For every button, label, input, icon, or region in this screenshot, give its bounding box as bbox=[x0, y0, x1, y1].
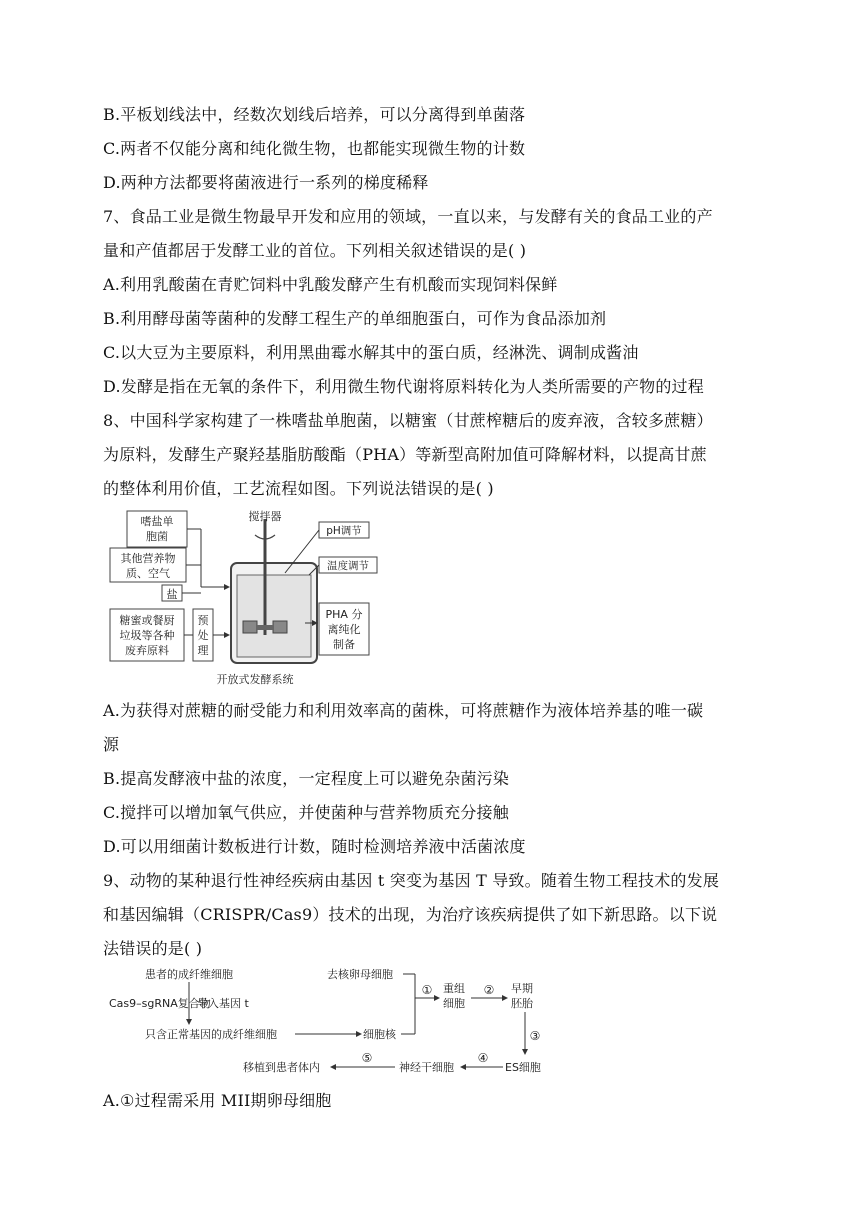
q8-stem-line-3: 的整体利用价值，工艺流程如图。下列说法错误的是( ) bbox=[103, 479, 494, 498]
q7-option-a: A.利用乳酸菌在青贮饲料中乳酸发酵产生有机酸而实现饲料保鲜 bbox=[103, 275, 558, 294]
salt-box-text: 盐 bbox=[166, 588, 178, 601]
strain-box-text-1: 嗜盐单 bbox=[140, 515, 174, 528]
q6-option-d: D.两种方法都要将菌液进行一系列的梯度稀释 bbox=[103, 173, 429, 192]
import-gene-label: 导入基因 t bbox=[197, 997, 249, 1010]
pha-text-1: PHA 分 bbox=[325, 608, 363, 621]
step-5-marker: ⑤ bbox=[361, 1051, 373, 1065]
q9-stem-line-3: 法错误的是( ) bbox=[103, 939, 203, 958]
fermentation-process-diagram bbox=[105, 505, 390, 690]
q9-stem-line-2: 和基因编辑（CRISPR/Cas9）技术的出现，为治疗该疾病提供了如下新思路。以下说 bbox=[103, 905, 718, 924]
q6-option-b: B.平板划线法中，经数次划线后培养，可以分离得到单菌落 bbox=[103, 105, 526, 124]
diagram-caption: 开放式发酵系统 bbox=[216, 673, 294, 686]
pha-text-2: 离纯化 bbox=[327, 623, 361, 636]
raw-box-text-2: 垃圾等各种 bbox=[119, 629, 175, 642]
raw-box-text-1: 糖蜜或餐厨 bbox=[119, 614, 175, 627]
recombinant-cell-label-1: 重组 bbox=[443, 982, 465, 995]
cas9-label: Cas9–sgRNA复合物 bbox=[109, 997, 211, 1010]
q9-stem-line-1: 9、动物的某种退行性神经疾病由基因 t 突变为基因 T 导致。随着生物工程技术的发展 bbox=[103, 871, 720, 890]
neural-stem-cell-label: 神经干细胞 bbox=[399, 1061, 454, 1074]
pretreat-text-1: 预 bbox=[197, 614, 209, 627]
q8-option-a-line-1: A.为获得对蔗糖的耐受能力和利用效率高的菌株，可将蔗糖作为液体培养基的唯一碳 bbox=[103, 701, 704, 720]
es-cell-label: ES细胞 bbox=[505, 1061, 541, 1074]
pha-text-3: 制备 bbox=[333, 638, 355, 651]
transplant-label: 移植到患者体内 bbox=[243, 1061, 320, 1074]
step-1-marker: ① bbox=[421, 983, 433, 997]
q9-option-a: A.①过程需采用 MII期卵母细胞 bbox=[103, 1091, 332, 1110]
stirrer-label: 搅拌器 bbox=[248, 510, 282, 523]
step-3-marker: ③ bbox=[529, 1029, 541, 1043]
temperature-label: 温度调节 bbox=[327, 560, 369, 572]
step-2-marker: ② bbox=[483, 983, 495, 997]
early-embryo-label-2: 胚胎 bbox=[511, 997, 533, 1010]
q8-stem-line-1: 8、中国科学家构建了一株嗜盐单胞菌，以糖蜜（甘蔗榨糖后的废弃液，含较多蔗糖） bbox=[103, 411, 713, 430]
nutrient-box-text-2: 质、空气 bbox=[126, 567, 170, 580]
q7-option-d: D.发酵是指在无氧的条件下，利用微生物代谢将原料转化为人类所需要的产物的过程 bbox=[103, 377, 704, 396]
q6-option-c: C.两者不仅能分离和纯化微生物，也都能实现微生物的计数 bbox=[103, 139, 526, 158]
q8-option-a-line-2: 源 bbox=[103, 735, 120, 754]
raw-box-text-3: 废弃原料 bbox=[125, 644, 169, 657]
recombinant-cell-label-2: 细胞 bbox=[443, 997, 465, 1010]
enucleated-egg-label: 去核卵母细胞 bbox=[327, 968, 393, 981]
normal-fibroblast-label: 只含正常基因的成纤维细胞 bbox=[145, 1028, 277, 1041]
step-4-marker: ④ bbox=[477, 1051, 489, 1065]
ph-label: pH调节 bbox=[326, 525, 362, 537]
pretreat-text-2: 处 bbox=[197, 629, 209, 642]
pretreat-text-3: 理 bbox=[197, 644, 209, 657]
early-embryo-label-1: 早期 bbox=[511, 982, 533, 995]
q8-option-d: D.可以用细菌计数板进行计数，随时检测培养液中活菌浓度 bbox=[103, 837, 526, 856]
q7-stem-line-1: 7、食品工业是微生物最早开发和应用的领域，一直以来，与发酵有关的食品工业的产 bbox=[103, 207, 713, 226]
q7-stem-line-2: 量和产值都居于发酵工业的首位。下列相关叙述错误的是( ) bbox=[103, 241, 527, 260]
q7-option-c: C.以大豆为主要原料，利用黑曲霉水解其中的蛋白质，经淋洗、调制成酱油 bbox=[103, 343, 639, 362]
nucleus-label: 细胞核 bbox=[363, 1028, 396, 1041]
q7-option-b: B.利用酵母菌等菌种的发酵工程生产的单细胞蛋白，可作为食品添加剂 bbox=[103, 309, 607, 328]
q8-option-b: B.提高发酵液中盐的浓度，一定程度上可以避免杂菌污染 bbox=[103, 769, 510, 788]
q8-stem-line-2: 为原料，发酵生产聚羟基脂肪酸酯（PHA）等新型高附加值可降解材料，以提高甘蔗 bbox=[103, 445, 707, 464]
q8-option-c: C.搅拌可以增加氧气供应，并使菌种与营养物质充分接触 bbox=[103, 803, 509, 822]
patient-fibroblast-label: 患者的成纤维细胞 bbox=[145, 968, 233, 981]
nutrient-box-text-1: 其他营养物 bbox=[120, 552, 176, 565]
strain-box-text-2: 胞菌 bbox=[146, 530, 168, 543]
gene-therapy-flow-diagram bbox=[105, 962, 555, 1080]
